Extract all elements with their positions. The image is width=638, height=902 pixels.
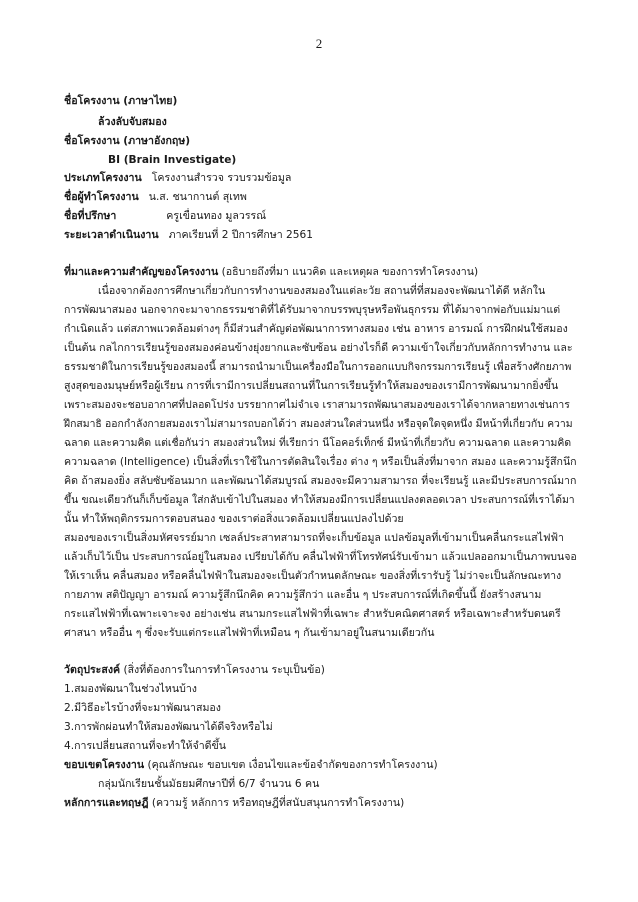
author-row (64, 190, 247, 204)
advisor-value: ครูเขื่อนทอง มูลวรรณ์ (166, 210, 267, 222)
background-line: กำเนิดแล้ว แต่สภาพแวดล้อมต่างๆ ก็มีส่วนสำคัญต่อพัฒนาการทางสมอง เช่น อาหาร อารมณ์ การฝึกฝนใช้สมอง (64, 323, 568, 335)
author-label: ชื่อผู้ทำโครงงาน (64, 191, 139, 203)
project-type-row (64, 171, 291, 185)
background-line: กระแสไฟฟ้าที่เฉพาะเจาะจง อย่างเช่น สนามกระแสไฟฟ้าที่เฉพาะ สำหรับคณิตศาสตร์ หรือเฉพาะสำหรับดนตรี (64, 608, 561, 620)
scope-heading-row (64, 758, 438, 772)
scope-heading: ขอบเขตโครงงาน (64, 759, 145, 771)
project-name-en-label: ชื่อโครงงาน (ภาษาอังกฤษ) (64, 135, 191, 147)
duration-row (64, 228, 313, 242)
background-heading-note: (อธิบายถึงที่มา แนวคิด และเหตุผล ของการทำโครงงาน) (221, 266, 479, 278)
page-number: 2 (315, 36, 323, 51)
principles-heading-row (64, 796, 404, 810)
principles-heading: หลักการและทฤษฎี (64, 797, 149, 809)
scope-value: กลุ่มนักเรียนชั้นมัธยมศึกษาปีที่ 6/7 จำนวน 6 คน (98, 778, 320, 790)
background-line: ธรรมชาติในการเรียนรู้ของสมองนี้ สามารถนำมาเป็นเครื่องมือในการออกแบบกิจกรรมการเรียนรู้ เพื่อสร้างศักยภาพ (64, 361, 572, 373)
background-line: เพราะสมองจะชอบอากาศที่ปลอดโปร่ง บรรยากาศไม่จำเจ เราสามารถพัฒนาสมองของเราได้จากหลายทางเช่นการ (64, 399, 570, 411)
scope-heading-note: (คุณลักษณะ ขอบเขต เงื่อนไขและข้อจำกัดของการทำโครงงาน) (147, 759, 438, 771)
background-line: ศาสนา หรืออื่น ๆ ซึ่งจะรับแต่กระแสไฟฟ้าที่เหมือน ๆ กันเข้ามาอยู่ในสนามเดียวกัน (64, 627, 435, 639)
objectives-heading-note: (สิ่งที่ต้องการในการทำโครงงาน ระบุเป็นข้อ) (123, 664, 325, 676)
author-value: น.ส. ชนากานต์ สุเทพ (148, 191, 247, 203)
project-name-th: ล้วงลับจับสมอง (98, 116, 167, 128)
background-line: สูงสุดของมนุษย์หรือผู้เรียน การที่เรามีการเปลี่ยนสถานที่ในการเรียนรู้ทำให้สมองของเรามีการพัฒนามากยิ่งขึ้น (64, 380, 559, 392)
principles-heading-note: (ความรู้ หลักการ หรือทฤษฎีที่สนับสนุนการทำโครงงาน) (151, 797, 405, 809)
project-type-label: ประเภทโครงงาน (64, 172, 142, 184)
background-line: เนื่องจากต้องการศึกษาเกี่ยวกับการทำงานของสมองในแต่ละวัย สถานที่ที่สมองจะพัฒนาได้ดี หลักใน (98, 285, 546, 297)
duration-value: ภาคเรียนที่ 2 ปีการศึกษา 2561 (168, 229, 314, 241)
background-line: ให้เราเห็น คลื่นสมอง หรือคลื่นไฟฟ้าในสมองจะเป็นตัวกำหนดลักษณะ ของสิ่งที่เรารับรู้ ไม่ว่าจะเป็นลักษณะทาง (64, 570, 562, 582)
background-heading-row (64, 265, 478, 279)
advisor-row (64, 209, 266, 223)
project-name-en: BI (Brain Investigate) (108, 154, 237, 166)
background-line: การพัฒนาสมอง นอกจากจะมาจากธรรมชาติที่ได้รับมาจากบรรพบุรุษหรือพันธุกรรม ที่ได้มาจากพ่อกับแม่มาแต่ (64, 304, 561, 316)
background-line: เป็นต้น กลไกการเรียนรู้ของสมองค่อนข้างยุ่งยากและซับซ้อน อย่างไรก็ดี ความเข้าใจเกี่ยวกับหลักการทำงาน และ (64, 342, 573, 354)
objective-item: 3.การพักผ่อนทำให้สมองพัฒนาได้ดีจริงหรือไม่ (64, 721, 273, 733)
objective-item: 4.การเปลี่ยนสถานที่จะทำให้จำดีขึ้น (64, 740, 227, 752)
project-type-value: โครงงานสำรวจ รวบรวมข้อมูล (151, 172, 292, 184)
background-line: ความฉลาด (Intelligence) เป็นสิ่งที่เราใช้ในการตัดสินใจเรื่อง ต่าง ๆ หรือเป็นสิ่งที่มาจาก สมอง และความรู้สึกนึก (64, 456, 577, 468)
background-line: คิด ถ้าสมองยิ่ง สลับซับซ้อนมาก และพัฒนาได้สมบูรณ์ สมองจะมีความสามารถ ที่จะเรียนรู้ และมีประสบการณ์มาก (64, 475, 577, 487)
background-line: กายภาพ สติปัญญา อารมณ์ ความรู้สึกนึกคิด ความรู้สึกว่า และอื่น ๆ ประสบการณ์ที่เกิดขึ้นนี้ ยังสร้างสนาม (64, 589, 542, 601)
advisor-label: ชื่อที่ปรึกษา (64, 210, 117, 222)
background-line: ฝึกสมาธิ ออกกำลังกายสมองเราไม่สามารถบอกได้ว่า สมองส่วนใดส่วนหนึ่ง หรือจุดใดจุดหนึ่ง มีหน้าที่เกี่ยวกับ ความ (64, 418, 573, 430)
background-line: สมองของเราเป็นสิ่งมหัศจรรย์มาก เซลล์ประสาทสามารถที่จะเก็บข้อมูล แปลข้อมูลที่เข้ามาเป็นคลื่นกระแสไฟฟ้า (64, 532, 564, 544)
objective-item: 1.สมองพัฒนาในช่วงไหนบ้าง (64, 683, 197, 695)
project-name-th-label: ชื่อโครงงาน (ภาษาไทย) (64, 95, 178, 107)
background-line: ฉลาด และความคิด แต่เชื่อกันว่า สมองส่วนใหม่ ที่เรียกว่า นีโอคอร์เท็กซ์ มีหน้าที่เกี่ยวกับ ความฉลาด และความคิด (64, 437, 572, 449)
background-line: นั้น ทำให้พฤติกรรมการตอบสนอง ของเราต่อสิ่งแวดล้อมเปลี่ยนแปลงไปด้วย (64, 513, 404, 525)
background-line: ขึ้น ขณะเดียวกันก็เก็บข้อมูล ใส่กลับเข้าไปในสมอง ทำให้สมองมีการเปลี่ยนแปลงตลอดเวลา ประสบการณ์ที่เราได้มา (64, 494, 575, 506)
background-line: แล้วเก็บไว้เป็น ประสบการณ์อยู่ในสมอง เปรียบได้กับ คลื่นไฟฟ้าที่โทรทัศน์รับเข้ามา แล้วแปลออกมาเป็นภาพบนจอ (64, 551, 577, 563)
objectives-heading-row (64, 663, 325, 677)
background-heading: ที่มาและความสำคัญของโครงงาน (64, 266, 219, 278)
duration-label: ระยะเวลาดำเนินงาน (64, 229, 159, 241)
objectives-heading: วัตถุประสงค์ (64, 664, 121, 676)
objective-item: 2.มีวิธีอะไรบ้างที่จะมาพัฒนาสมอง (64, 702, 221, 714)
